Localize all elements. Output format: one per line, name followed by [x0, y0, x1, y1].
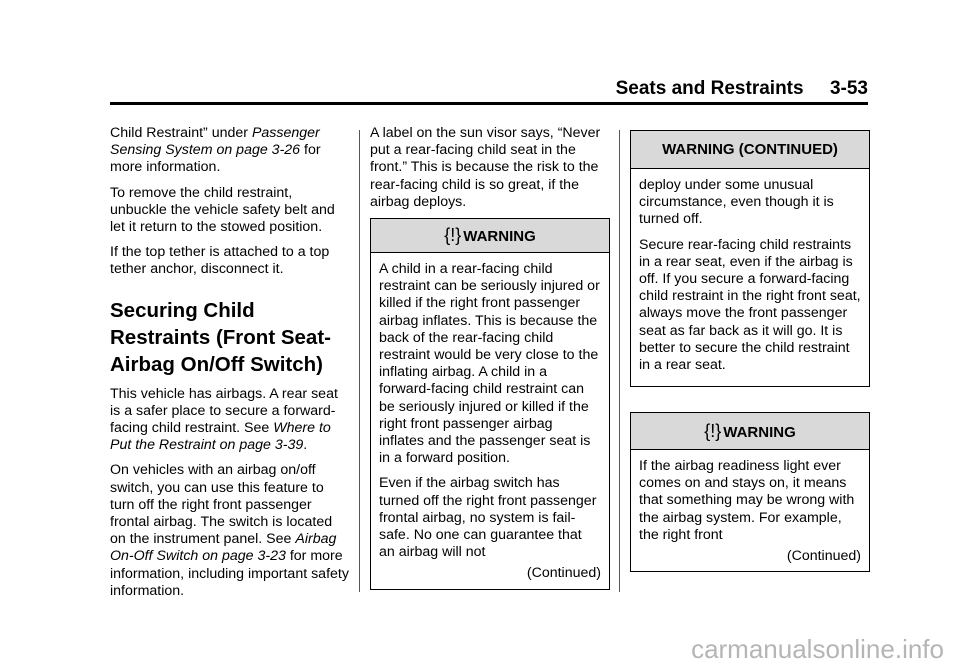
column-2 [370, 125, 610, 219]
warning-body [631, 450, 869, 571]
cross-reference-link[interactable]: Passenger Sensing System on page 3-26 [110, 125, 320, 159]
warning-box [370, 218, 610, 590]
watermark: carmanualsonline.info [691, 634, 944, 664]
paragraph: This vehicle has airbags. A rear seat is a safer place to secure a forward-facing child restraint. See Where to Put the Restraint on page 3-39. [110, 385, 338, 454]
continued-label: (Continued) [526, 565, 601, 582]
continued-label: (Continued) [786, 548, 861, 565]
paragraph: A child in a rear-facing child restraint can be seriously injured or killed if the right front passenger airbag inflates. This is because the back of the rear-facing child restraint would be very close to the inflating airbag. A child in a forward-facing child restraint can be seriously injured or killed if the right front passenger airbag inflates and the passenger seat is in a forward position. [379, 261, 600, 467]
header-rule [110, 102, 868, 105]
warning-icon: {!} [444, 225, 462, 245]
warning-body [631, 169, 869, 386]
paragraph: To remove the child restraint, unbuckle the vehicle safety belt and let it return to the stowed position. [110, 184, 335, 236]
warning-box-continued [630, 130, 870, 387]
page-header [110, 78, 868, 102]
paragraph: If the airbag readiness light ever comes on and stays on, it means that something may be wrong with the airbag system. For example, the right front [639, 458, 855, 543]
paragraph: Child Restraint” under Passenger Sensing System on page 3-26 for more information. [110, 125, 321, 176]
warning-header: WARNING (CONTINUED) [631, 131, 869, 169]
paragraph: Secure rear-facing child restraints in a rear seat, even if the airbag is off. If you secure a forward-facing child restraint in the right front seat, always move the front passenger seat as far back as it will go. It is better to secure the child restraint in a rear seat. [639, 236, 861, 374]
warning-header: {!} WARNING [371, 219, 609, 253]
paragraph: On vehicles with an airbag on/off switch, you can use this feature to turn off the right front passenger frontal airbag. The switch is located on the instrument panel. See Airbag On-Off Switch on page 3-23 for more information, including important safety information. [110, 462, 349, 599]
warning-box [630, 412, 870, 572]
warning-icon: {!} [704, 421, 722, 441]
column-divider [619, 130, 620, 592]
cross-reference-link[interactable]: Airbag On-Off Switch on page 3-23 [110, 531, 337, 565]
paragraph: Even if the airbag switch has turned off the right front passenger frontal airbag, no system is fail-safe. No one can guarantee that an airbag will not [379, 475, 597, 561]
column-1 [110, 125, 350, 608]
paragraph: A label on the sun visor says, “Never put a rear-facing child seat in the front.” This is because the risk to the rear-facing child is so great, if the airbag deploys. [370, 125, 601, 210]
cross-reference-link[interactable]: Where to Put the Restraint on page 3-39 [110, 420, 331, 454]
warning-header: {!} WARNING [631, 413, 869, 450]
section-heading: Securing Child Restraints (Front Seat-Airbag On/Off Switch) [110, 298, 331, 376]
column-divider [359, 130, 360, 592]
paragraph: If the top tether is attached to a top tether anchor, disconnect it. [110, 244, 330, 278]
warning-body [371, 253, 609, 589]
paragraph: deploy under some unusual circumstance, even though it is turned off. [639, 177, 834, 228]
page-title: Seats and Restraints 3-53 [615, 78, 868, 99]
